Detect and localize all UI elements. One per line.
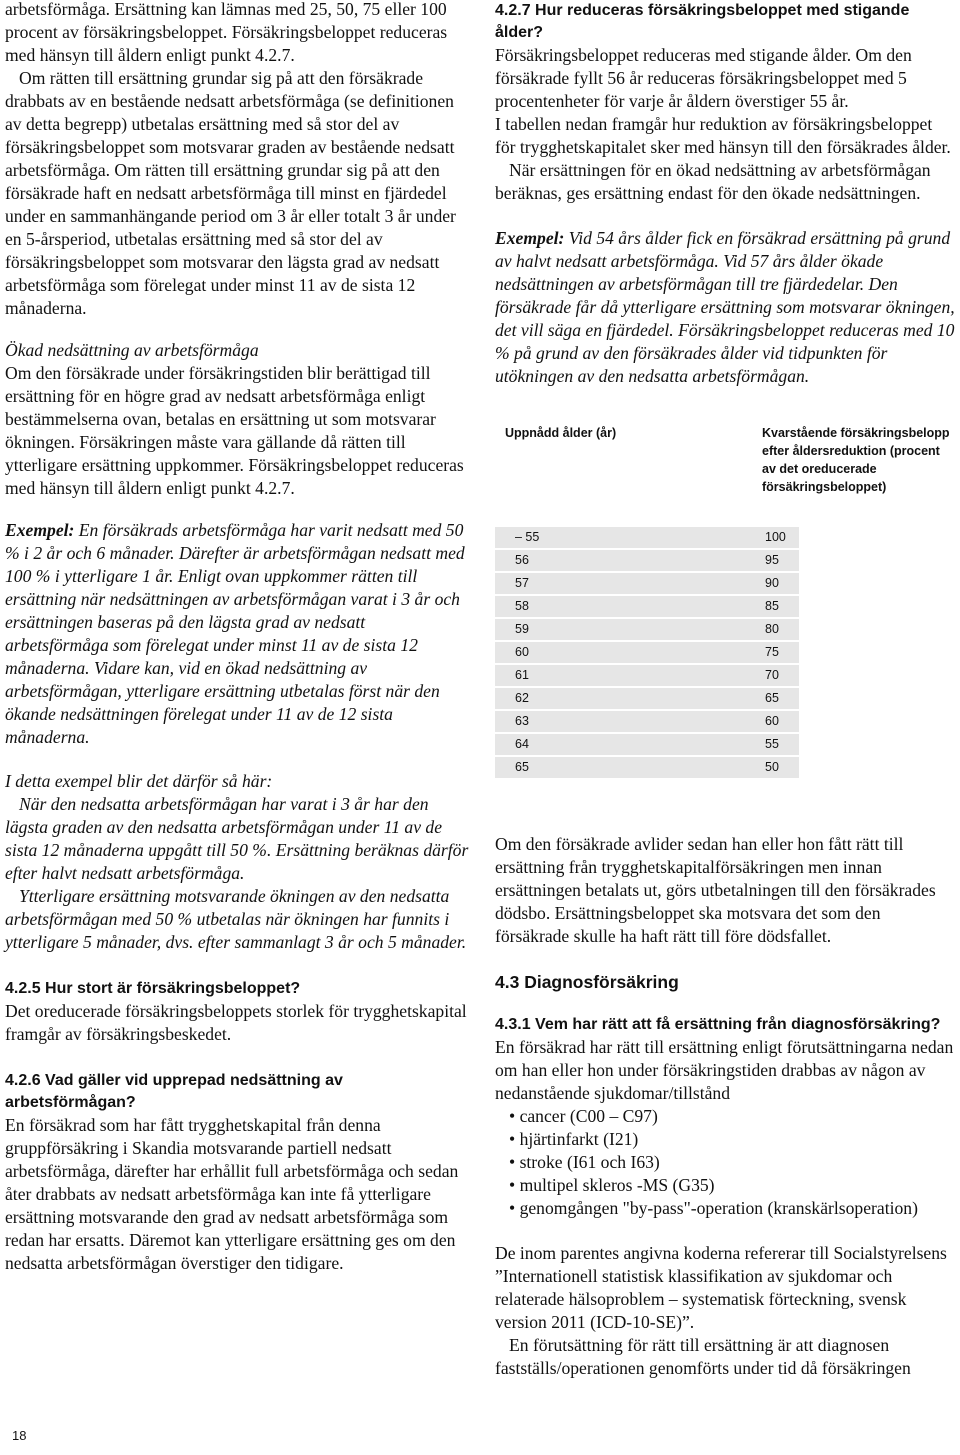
- percent-cell: 80: [765, 622, 779, 636]
- table-row: [495, 527, 799, 548]
- age-cell: 64: [515, 737, 529, 751]
- section-heading: 4.2.7 Hur reduceras försäkringsbeloppet med stigande ålder?: [495, 2, 910, 41]
- age-cell: 57: [515, 576, 529, 590]
- table-row: [495, 642, 799, 663]
- paragraph: När ersättningen för en ökad nedsättning av arbetsförmågan beräknas, ges ersättning endast för den ökade nedsättningen.: [495, 160, 931, 203]
- table-row: [495, 596, 799, 617]
- section-heading: 4.3.1 Vem har rätt att få ersättning från diagnosförsäkring?: [495, 1016, 941, 1033]
- percent-cell: 65: [765, 691, 779, 705]
- subheading: Ökad nedsättning av arbetsförmåga: [5, 340, 259, 360]
- table-row: [495, 619, 799, 640]
- table-row: [495, 711, 799, 732]
- paragraph: När den nedsatta arbetsförmågan har varat i 3 år har den lägsta graden av den nedsatta arbetsförmågan under 11 av de sista 12 månaderna uppgått till 50 %. Ersättning beräknas därför efter halvt nedsatt arbetsförmåga.: [5, 794, 469, 883]
- table-row: [495, 573, 799, 594]
- paragraph: Det oreducerade försäkringsbeloppets storlek för trygghetskapital framgår av försäkringsbeskedet.: [5, 1001, 467, 1044]
- table-header: [495, 424, 957, 496]
- diagnosis-list: [495, 1105, 957, 1220]
- reduction-table: [495, 527, 799, 778]
- paragraph: Försäkringsbeloppet reduceras med stigande ålder. Om den försäkrade fyllt 56 år reduceras försäkringsbeloppet med 5 procentenheter för varje år åldern överstiger 55 år.: [495, 45, 912, 111]
- left-column: [5, 0, 469, 1275]
- paragraph: Om den försäkrade under försäkringstiden blir berättigad till ersättning för en högre grad av nedsatt arbetsförmåga enligt bestämmelserna ovan, betalas en ersättning ut som motsvarar ökningen. Försäkringen måste vara gällande då rätten till ytterligare ersättning uppkommer. Försäkringsbeloppet reduceras med hänsyn till åldern enligt punkt 4.2.7.: [5, 363, 464, 498]
- percent-cell: 85: [765, 599, 779, 613]
- example: [495, 227, 957, 388]
- paragraph: Om den försäkrade avlider sedan han eller hon fått rätt till ersättning från trygghetskapitalförsäkringen men innan ersättningen betalats ut, görs utbetalningen till den försäkrades dödsbo. Ersättningsbeloppet ska motsvara det som den försäkrade skulle ha haft rätt till före dödsfallet.: [495, 834, 936, 946]
- paragraph: De inom parentes angivna koderna refererar till Socialstyrelsens ”Internationell statistisk klassifikation av sjukdomar och relaterade hälsoproblem – systematisk förteckning, svensk version 2011 (ICD-10-SE)”.: [495, 1243, 947, 1332]
- paragraph: I tabellen nedan framgår hur reduktion av försäkringsbeloppet för trygghetskapitalet sker med hänsyn till den försäkrades ålder.: [495, 114, 951, 157]
- age-cell: 60: [515, 645, 529, 659]
- age-cell: 63: [515, 714, 529, 728]
- table-row: [495, 688, 799, 709]
- example-text: En försäkrads arbetsförmåga har varit nedsatt med 50 % i 2 år och 6 månader. Därefter är arbetsförmågan nedsatt med 100 % i ytterligare 1 år. Enligt ovan uppkommer rätten till ersättning när nedsättningen av arbetsförmågan varat i 3 år och ersättningen baseras på den lägsta grad av nedsatt arbetsförmåga som förelegat under minst 11 av de sista 12 månaderna. Vidare kan, vid en ökad nedsättning av arbetsförmågan, ytterligare ersättning utbetalas först när den ökande nedsättningen förelegat under 11 av de 12 sista månaderna.: [5, 520, 465, 747]
- percent-cell: 100: [765, 530, 786, 544]
- percent-cell: 90: [765, 576, 779, 590]
- section-heading: 4.3 Diagnosförsäkring: [495, 972, 679, 992]
- age-cell: 65: [515, 760, 529, 774]
- age-cell: 62: [515, 691, 529, 705]
- table-row: [495, 550, 799, 571]
- list-item: • cancer (C00 – C97): [509, 1105, 957, 1128]
- table-row: [495, 757, 799, 778]
- right-column: [495, 0, 957, 1380]
- paragraph: En förutsättning för rätt till ersättning är att diagnosen fastställs/operationen genomförts under tid då försäkringen: [495, 1335, 911, 1378]
- age-cell: 56: [515, 553, 529, 567]
- age-cell: 59: [515, 622, 529, 636]
- percent-cell: 75: [765, 645, 779, 659]
- list-item: • genomgången "by-pass"-operation (kranskärlsoperation): [509, 1197, 957, 1220]
- age-cell: – 55: [515, 530, 540, 544]
- list-item: • hjärtinfarkt (I21): [509, 1128, 957, 1151]
- list-item: • stroke (I61 och I63): [509, 1151, 957, 1174]
- example: [5, 519, 469, 749]
- column-header-age: Uppnådd ålder (år): [505, 426, 617, 440]
- percent-cell: 55: [765, 737, 779, 751]
- age-cell: 61: [515, 668, 529, 682]
- paragraph: En försäkrad som har fått trygghetskapital från denna gruppförsäkring i Skandia motsvarande partiell nedsatt arbetsförmåga, därefter har erhållit full arbetsförmåga och sedan åter drabbats av nedsatt arbetsförmåga kan inte få ytterligare ersättning motsvarande den grad av nedsatt arbetsförmåga som redan har ersatts. Däremot kan ytterligare ersättning ges om den nedsatta arbetsförmågan överstiger den tidigare.: [5, 1115, 459, 1273]
- example-label: Exempel:: [495, 228, 565, 248]
- example-label: Exempel:: [5, 520, 75, 540]
- section-heading: 4.2.6 Vad gäller vid upprepad nedsättning av arbetsförmågan?: [5, 1072, 343, 1111]
- paragraph: Om rätten till ersättning grundar sig på att den försäkrade drabbats av en bestående nedsatt arbetsförmåga (se definitionen av detta begrepp) utbetalas ersättning med så stor del av försäkringsbeloppet som motsvarar graden av bestående nedsatt arbetsförmåga. Om rätten till ersättning grundar sig på att den försäkrade haft en nedsatt arbetsförmåga till minst en fjärdedel under en sammanhängande period om 3 år eller totalt 3 år under en 5-årsperiod, utbetalas ersättning med så stor del av försäkringsbeloppet som motsvarar den lägsta grad av nedsatt arbetsförmåga som förelegat under minst 11 av de sista 12 månaderna.: [5, 68, 456, 318]
- table-row: [495, 665, 799, 686]
- paragraph: Ytterligare ersättning motsvarande ökningen av den nedsatta arbetsförmågan med 50 % utbetalas när ökningen har funnits i ytterligare 5 månader, dvs. efter sammanlagt 3 år och 5 månader.: [5, 886, 467, 952]
- age-cell: 58: [515, 599, 529, 613]
- list-item: • multipel skleros -MS (G35): [509, 1174, 957, 1197]
- section-heading: 4.2.5 Hur stort är försäkringsbeloppet?: [5, 980, 301, 997]
- paragraph: En försäkrad har rätt till ersättning enligt förutsättningarna nedan om han eller hon under försäkringstiden drabbas av någon av nedanstående sjukdomar/tillstånd: [495, 1037, 954, 1103]
- percent-cell: 50: [765, 760, 779, 774]
- percent-cell: 70: [765, 668, 779, 682]
- paragraph: arbetsförmåga. Ersättning kan lämnas med 25, 50, 75 eller 100 procent av försäkringsbeloppet. Försäkringsbeloppet reduceras med hänsyn till åldern enligt punkt 4.2.7.: [5, 0, 448, 65]
- column-header-amount: Kvarstående försäkringsbelopp efter åldersreduktion (procent av det oreducerade försäkringsbeloppet): [762, 426, 950, 494]
- percent-cell: 95: [765, 553, 779, 567]
- table-row: [495, 734, 799, 755]
- example-text: Vid 54 års ålder fick en försäkrad ersättning på grund av halvt nedsatt arbetsförmåga. Vid 57 års ålder ökade nedsättningen av arbetsförmågan till tre fjärdedelar. Den försäkrade får då ytterligare ersättning som motsvarar ökningen, det vill säga en fjärdedel. Försäkringsbeloppet reduceras med 10 % på grund av den försäkrades ålder vid tidpunkten för utökningen av den nedsatta arbetsförmågan.: [495, 228, 955, 386]
- paragraph: I detta exempel blir det därför så här:: [5, 771, 273, 791]
- percent-cell: 60: [765, 714, 779, 728]
- page-number: 18: [12, 1428, 27, 1443]
